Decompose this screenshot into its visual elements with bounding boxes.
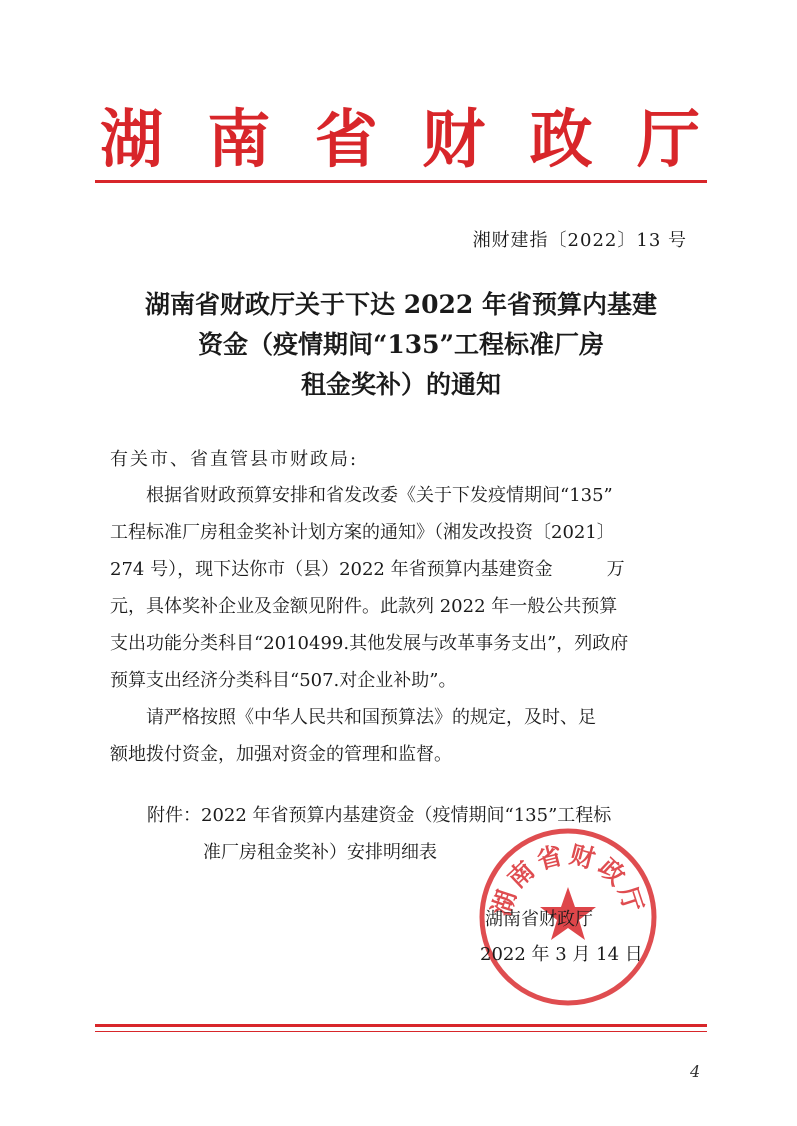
title-line: 租金奖补）的通知 <box>300 370 501 399</box>
body-text <box>110 477 702 773</box>
masthead-char: 财 <box>422 102 486 176</box>
signer: 湖南省财政厅 <box>485 909 593 930</box>
paragraph-line: 支出功能分类科目“2010499.其他发展与改革事务支出”，列政府 <box>110 633 629 654</box>
masthead-char: 省 <box>314 102 378 176</box>
masthead-char: 南 <box>207 102 271 176</box>
masthead <box>100 88 700 180</box>
footer-divider <box>95 1024 707 1027</box>
paragraph-line: 274 号），现下达你市（县）2022 年省预算内基建资金 万 <box>110 559 625 580</box>
attachment-line: 附件：2022 年省预算内基建资金（疫情期间“135”工程标 <box>147 805 612 826</box>
title-line: 湖南省财政厅关于下达 2022 年省预算内基建 <box>145 290 657 319</box>
paragraph-line: 工程标准厂房租金奖补计划方案的通知》（湘发改投资〔2021〕 <box>110 522 615 543</box>
masthead-char: 湖 <box>100 102 163 176</box>
seal-text: 湖南省财政厅 <box>486 839 650 920</box>
header-divider <box>95 180 707 183</box>
page-mark: 4 <box>690 1062 701 1081</box>
paragraph-line: 元，具体奖补企业及金额见附件。此款列 2022 年一般公共预算 <box>110 596 618 617</box>
paragraph-line: 预算支出经济分类科目“507.对企业补助”。 <box>110 670 457 691</box>
attachment-line: 准厂房租金奖补）安排明细表 <box>203 842 437 863</box>
paragraph-line: 请严格按照《中华人民共和国预算法》的规定，及时、足 <box>146 707 596 728</box>
document-number: 湘财建指〔2022〕13 号 <box>472 230 687 251</box>
masthead-char: 政 <box>529 102 593 176</box>
document-title <box>95 285 707 405</box>
issue-date: 2022 年 3 月 14 日 <box>480 944 643 965</box>
salutation: 有关市、省直管县市财政局: <box>110 449 359 470</box>
masthead-char: 厅 <box>636 102 700 176</box>
footer-divider-thin <box>95 1031 707 1032</box>
paragraph-line: 根据省财政预算安排和省发改委《关于下发疫情期间“135” <box>146 485 613 506</box>
paragraph-line: 额地拨付资金，加强对资金的管理和监督。 <box>110 744 452 765</box>
title-line: 资金（疫情期间“135”工程标准厂房 <box>198 330 604 359</box>
